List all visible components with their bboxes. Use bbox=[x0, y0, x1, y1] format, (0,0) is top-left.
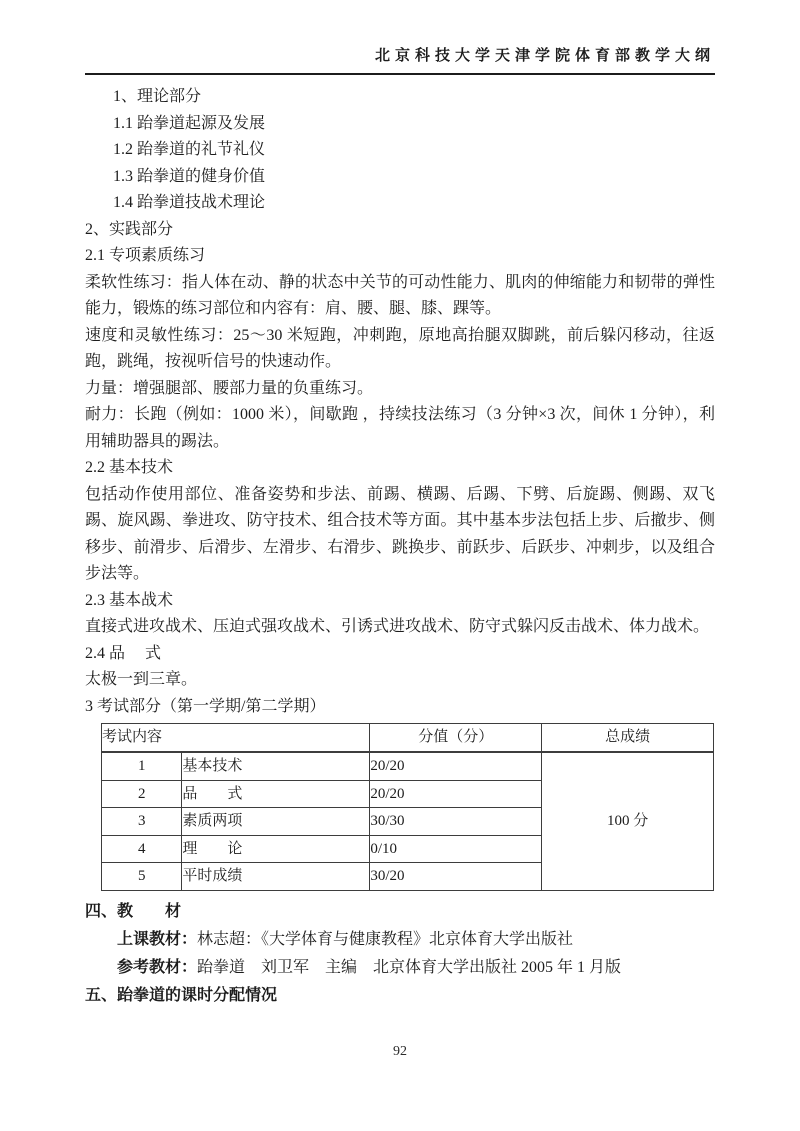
practice-heading: 2、实践部分 bbox=[85, 220, 174, 238]
exam-score: 0/10 bbox=[370, 835, 542, 863]
paragraph-basic-tactics: 直接式进攻战术、压迫式强攻战术、引诱式进攻战术、防守式躲闪反击战术、体力战术。 bbox=[85, 618, 710, 635]
theory-item-2: 1.2 跆拳道的礼节礼仪 bbox=[113, 141, 266, 158]
theory-item-4: 1.4 跆拳道技战术理论 bbox=[113, 194, 266, 211]
exam-item: 素质两项 bbox=[182, 808, 370, 836]
row-number: 2 bbox=[102, 780, 182, 808]
reference-line bbox=[85, 954, 715, 982]
practice-s21-heading: 2.1 专项素质练习 bbox=[85, 247, 206, 264]
textbook-line bbox=[85, 926, 715, 954]
table-row bbox=[102, 752, 714, 780]
theory-item-3: 1.3 跆拳道的健身价值 bbox=[113, 167, 266, 185]
row-number: 4 bbox=[102, 835, 182, 863]
paragraph-flexibility: 柔软性练习：指人体在动、静的状态中关节的可动性能力、肌肉的伸缩能力和韧带的弹性能力，锻炼的练习部位和内容有：肩、腰、腿、膝、踝等。 bbox=[85, 273, 715, 317]
paragraph-strength: 力量：增强腿部、腰部力量的负重练习。 bbox=[85, 379, 374, 397]
total-score-cell: 100 分 bbox=[542, 752, 714, 890]
paragraph-endurance: 耐力：长跑（例如：1000 米），间歇跑 ，持续技法练习（3 分钟×3 次，间休 1 分钟），利用辅助器具的踢法。 bbox=[85, 406, 715, 450]
practice-s22-heading: 2.2 基本技术 bbox=[85, 459, 174, 476]
exam-heading: 3 考试部分（第一学期/第二学期） bbox=[85, 697, 326, 715]
reference-label: 参考教材： bbox=[117, 958, 198, 976]
theory-item-1: 1.1 跆拳道起源及发展 bbox=[113, 114, 266, 132]
exam-item: 品 式 bbox=[182, 780, 370, 808]
row-number: 3 bbox=[102, 808, 182, 836]
page-number: 92 bbox=[393, 1044, 407, 1059]
document-content bbox=[85, 46, 715, 1010]
textbook-label: 上课教材： bbox=[117, 930, 198, 948]
theory-heading: 1、理论部分 bbox=[113, 88, 202, 105]
textbook-value: 林志超：《大学体育与健康教程》北京体育大学出版社 bbox=[197, 930, 574, 948]
exam-score: 20/20 bbox=[370, 780, 542, 808]
exam-item: 理 论 bbox=[182, 835, 370, 863]
paragraph-basic-technique: 包括动作使用部位、准备姿势和步法、前踢、横踢、后踢、下劈、后旋踢、侧踢、双飞踢、旋风踢、拳进攻、防守技术、组合技术等方面。其中基本步法包括上步、后撤步、侧移步、前滑步、后滑步、左滑步、右滑步、跳换步、前跃步、后跃步、冲刺步，以及组合步法等。 bbox=[85, 485, 715, 582]
paragraph-poomsae: 太极一到三章。 bbox=[85, 671, 198, 688]
materials-section bbox=[85, 898, 715, 1010]
row-number: 5 bbox=[102, 863, 182, 891]
exam-score-table bbox=[101, 723, 714, 891]
column-header-content: 考试内容 bbox=[102, 724, 370, 753]
column-header-score: 分值（分） bbox=[370, 724, 542, 753]
exam-item: 基本技术 bbox=[182, 752, 370, 780]
hours-heading: 五、跆拳道的课时分配情况 bbox=[85, 986, 278, 1004]
document-body bbox=[85, 84, 715, 1010]
exam-score: 30/20 bbox=[370, 863, 542, 891]
column-header-total: 总成绩 bbox=[542, 724, 714, 753]
page-header-title: 北京科技大学天津学院体育部教学大纲 bbox=[85, 46, 715, 75]
table-header-row bbox=[102, 724, 714, 753]
practice-s24-heading: 2.4 品 式 bbox=[85, 644, 162, 662]
exam-score: 20/20 bbox=[370, 752, 542, 780]
paragraph-speed-agility: 速度和灵敏性练习：25～30 米短跑，冲刺跑，原地高抬腿双脚跳，前后躲闪移动，往返跑，跳绳，按视听信号的快速动作。 bbox=[85, 326, 715, 370]
row-number: 1 bbox=[102, 752, 182, 780]
exam-score: 30/30 bbox=[370, 808, 542, 836]
reference-value: 跆拳道 刘卫军 主编 北京体育大学出版社 2005 年 1 月版 bbox=[197, 958, 622, 976]
exam-item: 平时成绩 bbox=[182, 863, 370, 891]
materials-heading: 四、教 材 bbox=[85, 902, 182, 920]
practice-s23-heading: 2.3 基本战术 bbox=[85, 591, 174, 609]
